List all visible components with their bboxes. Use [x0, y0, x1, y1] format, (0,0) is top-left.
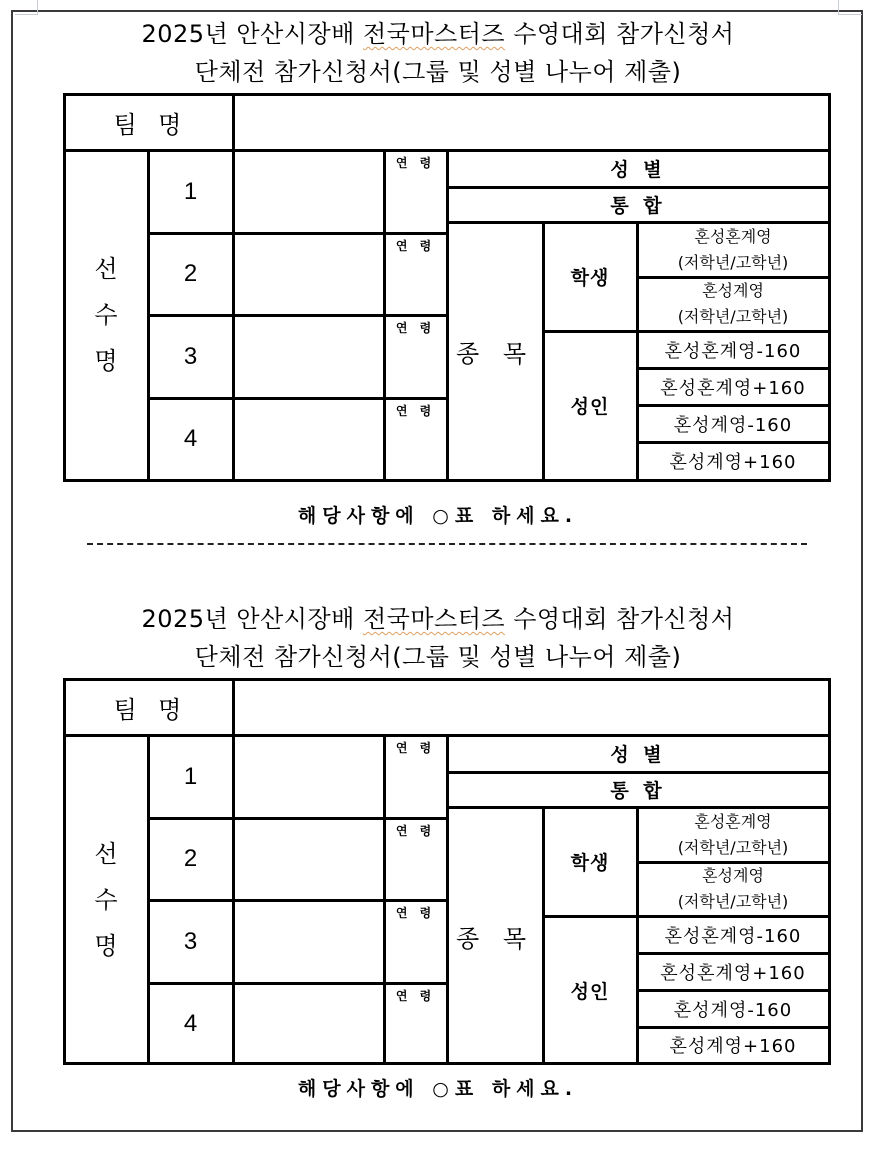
event-option-text: 혼성혼계영	[694, 226, 772, 246]
player-age-field[interactable]: 연 령	[395, 321, 436, 335]
table-border	[542, 221, 545, 482]
table-border	[636, 276, 831, 279]
event-label: 종 목	[456, 339, 534, 368]
instruction-note: 해당사항에 ○표 하세요.	[297, 1078, 579, 1100]
event-option-adult-medley-under160[interactable]: 혼성혼계영-160	[664, 925, 802, 947]
table-border	[542, 330, 831, 333]
gender-option-combined[interactable]: 통 합	[610, 780, 666, 802]
event-option-text: 혼성계영	[702, 866, 764, 885]
player-number: 3	[183, 342, 198, 370]
event-option-text: 혼성혼계영	[694, 811, 772, 831]
event-option-adult-freestyle-under160[interactable]: 혼성계영-160	[673, 999, 793, 1021]
event-option-student-medley-relay[interactable]	[637, 807, 829, 862]
form-title	[0, 599, 876, 634]
form-subtitle: 단체전 참가신청서(그룹 및 성별 나누어 제출)	[194, 58, 682, 86]
player-age-field[interactable]: 연 령	[395, 906, 436, 920]
player-age-field[interactable]: 연 령	[395, 741, 436, 755]
table-border	[636, 1026, 831, 1029]
players-label-char: 명	[94, 347, 118, 375]
event-option-student-freestyle-relay[interactable]	[637, 862, 829, 916]
table-border	[147, 314, 449, 317]
table-border	[636, 861, 831, 864]
title-text: 수영대회 참가신청서	[505, 605, 735, 633]
event-option-student-medley-relay[interactable]	[637, 222, 829, 277]
player-number: 3	[183, 927, 198, 955]
table-border	[63, 93, 831, 96]
title-text: 2025년 안산시장배	[141, 20, 363, 48]
event-option-student-freestyle-relay[interactable]	[637, 277, 829, 331]
table-border	[147, 397, 449, 400]
event-option-adult-freestyle-under160[interactable]: 혼성계영-160	[673, 414, 793, 436]
table-border	[147, 982, 449, 985]
form-title	[0, 14, 876, 49]
gender-header: 성 별	[610, 159, 666, 181]
table-border	[542, 915, 831, 918]
adult-label: 성인	[570, 981, 610, 1003]
title-text: 수영대회 참가신청서	[505, 20, 735, 48]
table-border	[446, 186, 831, 189]
players-label	[64, 735, 148, 1065]
player-number: 1	[183, 762, 198, 790]
player-name-field[interactable]	[233, 900, 384, 983]
player-age-field[interactable]: 연 령	[395, 239, 436, 253]
team-name-field[interactable]	[233, 94, 829, 150]
player-age-field[interactable]: 연 령	[395, 404, 436, 418]
players-label-char: 선	[94, 255, 118, 283]
adult-label: 성인	[570, 396, 610, 418]
table-border	[636, 404, 831, 407]
form-subtitle: 단체전 참가신청서(그룹 및 성별 나누어 제출)	[194, 643, 682, 671]
table-border	[232, 678, 235, 1065]
student-label: 학생	[570, 267, 610, 289]
player-name-field[interactable]	[233, 735, 384, 818]
player-age-field[interactable]: 연 령	[395, 824, 436, 838]
table-border	[147, 899, 449, 902]
title-text-spellcheck: 전국마스터즈	[362, 20, 506, 48]
players-label-char: 명	[94, 932, 118, 960]
event-label: 종 목	[456, 924, 534, 953]
player-number: 1	[183, 177, 198, 205]
gender-header: 성 별	[610, 744, 666, 766]
table-border	[636, 952, 831, 955]
gender-option-combined[interactable]: 통 합	[610, 195, 666, 217]
event-option-text: (저학년/고학년)	[677, 837, 789, 857]
player-number: 4	[183, 425, 198, 452]
event-option-adult-medley-over160[interactable]: 혼성혼계영+160	[660, 377, 806, 399]
table-border	[636, 367, 831, 370]
title-text-spellcheck: 전국마스터즈	[362, 605, 506, 633]
table-border	[232, 93, 235, 482]
cut-line-divider	[87, 543, 807, 545]
entry-form	[0, 585, 876, 1170]
event-option-adult-freestyle-over160[interactable]: 혼성계영+160	[669, 1036, 797, 1057]
player-age-field[interactable]: 연 령	[395, 156, 436, 170]
player-name-field[interactable]	[233, 818, 384, 900]
player-number: 2	[183, 260, 198, 287]
team-name-field[interactable]	[233, 679, 829, 735]
table-border	[147, 232, 449, 235]
event-option-text: 혼성계영	[702, 281, 764, 300]
player-name-field[interactable]	[233, 983, 384, 1065]
player-number: 4	[183, 1010, 198, 1037]
table-border	[636, 441, 831, 444]
player-number: 2	[183, 845, 198, 872]
player-age-field[interactable]: 연 령	[395, 989, 436, 1003]
players-label-char: 수	[94, 301, 118, 329]
player-name-field[interactable]	[233, 315, 384, 398]
table-border	[63, 678, 66, 1065]
table-border	[542, 806, 545, 1065]
player-name-field[interactable]	[233, 150, 384, 233]
table-border	[63, 678, 831, 681]
student-label: 학생	[570, 852, 610, 874]
team-label: 팀 명	[113, 110, 184, 139]
table-border	[446, 771, 831, 774]
table-border	[828, 93, 831, 482]
event-option-text: (저학년/고학년)	[677, 892, 789, 911]
event-option-text: (저학년/고학년)	[677, 252, 789, 272]
player-name-field[interactable]	[233, 233, 384, 315]
event-option-adult-medley-over160[interactable]: 혼성혼계영+160	[660, 962, 806, 984]
player-name-field[interactable]	[233, 398, 384, 480]
event-option-adult-freestyle-over160[interactable]: 혼성계영+160	[669, 452, 797, 473]
table-border	[147, 817, 449, 820]
instruction-note: 해당사항에 ○표 하세요.	[297, 505, 579, 527]
title-text: 2025년 안산시장배	[141, 605, 363, 633]
team-label: 팀 명	[113, 695, 184, 724]
table-border	[828, 678, 831, 1065]
players-label-char: 선	[94, 840, 118, 868]
event-option-text: (저학년/고학년)	[677, 307, 789, 326]
players-label	[64, 150, 148, 480]
table-border	[636, 989, 831, 992]
players-label-char: 수	[94, 886, 118, 914]
table-border	[63, 93, 66, 482]
event-option-adult-medley-under160[interactable]: 혼성혼계영-160	[664, 340, 802, 362]
